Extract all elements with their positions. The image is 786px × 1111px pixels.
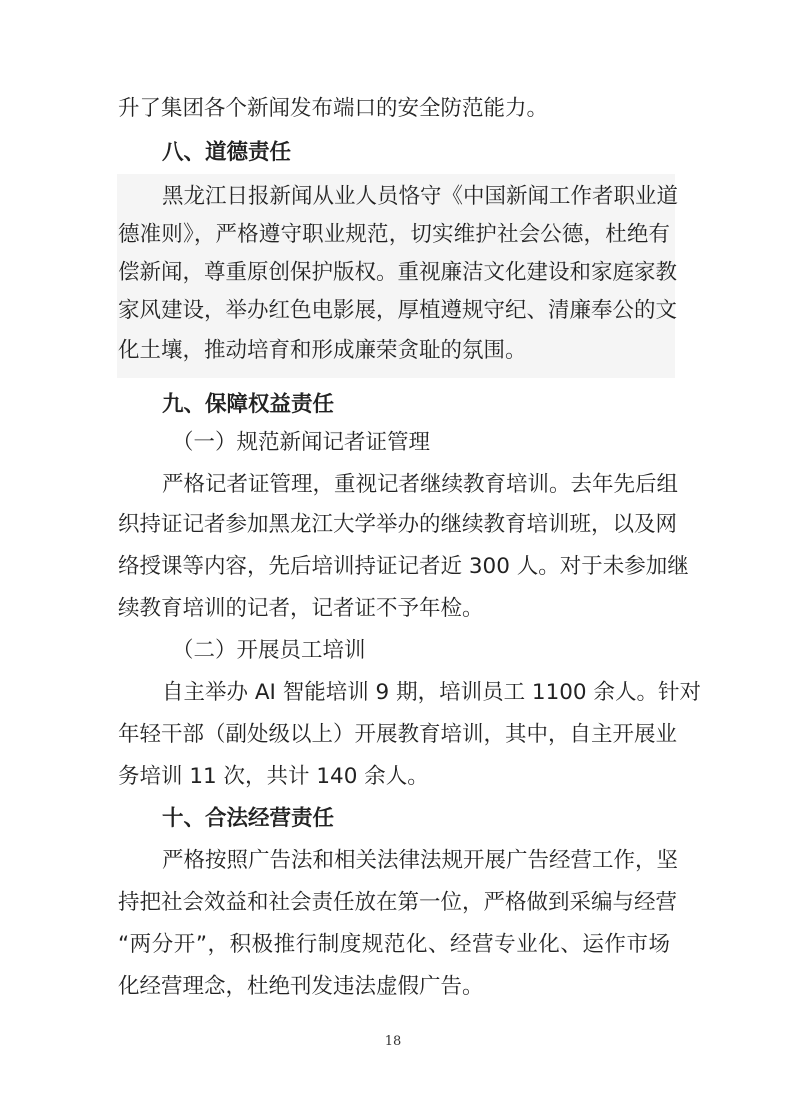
page-number: 18 [384,1034,402,1049]
text-line: 家风建设，举办红色电影展，厚植遵规守纪、清廉奉公的文 [118,298,678,323]
text-line: 自主举办 AI 智能培训 9 期，培训员工 1100 余人。针对 [162,680,701,705]
text-line: 严格按照广告法和相关法律法规开展广告经营工作，坚 [162,848,679,873]
text-line: 黑龙江日报新闻从业人员恪守《中国新闻工作者职业道 [162,184,679,209]
section-heading-business: 十、合法经营责任 [162,806,335,831]
text-line: 络授课等内容，先后培训持证记者近 300 人。对于未参加继 [118,554,689,579]
text-line: 升了集团各个新闻发布端口的安全防范能力。 [118,96,549,121]
subsection-heading-staff-training: （二）开展员工培训 [172,638,366,663]
subsection-heading-press-card: （一）规范新闻记者证管理 [172,430,431,455]
text-line: “两分开”，积极推行制度规范化、经营专业化、运作市场 [118,932,670,957]
text-line: 化经营理念，杜绝刊发违法虚假广告。 [118,974,484,999]
text-line: 化土壤，推动培育和形成廉荣贪耻的氛围。 [118,338,527,363]
text-line: 续教育培训的记者，记者证不予年检。 [118,596,484,621]
text-line: 严格记者证管理，重视记者继续教育培训。去年先后组 [162,472,679,497]
text-line: 德准则》，严格遵守职业规范，切实维护社会公德，杜绝有 [118,222,670,247]
text-line: 织持证记者参加黑龙江大学举办的继续教育培训班，以及网 [118,512,678,537]
text-line: 偿新闻，尊重原创保护版权。重视廉洁文化建设和家庭家教 [118,260,678,285]
section-heading-moral: 八、道德责任 [162,140,292,165]
text-line: 务培训 11 次，共计 140 余人。 [118,764,429,789]
section-heading-rights: 九、保障权益责任 [162,392,335,417]
text-line: 持把社会效益和社会责任放在第一位，严格做到采编与经营 [118,890,678,915]
text-line: 年轻干部（副处级以上）开展教育培训，其中，自主开展业 [118,722,678,747]
